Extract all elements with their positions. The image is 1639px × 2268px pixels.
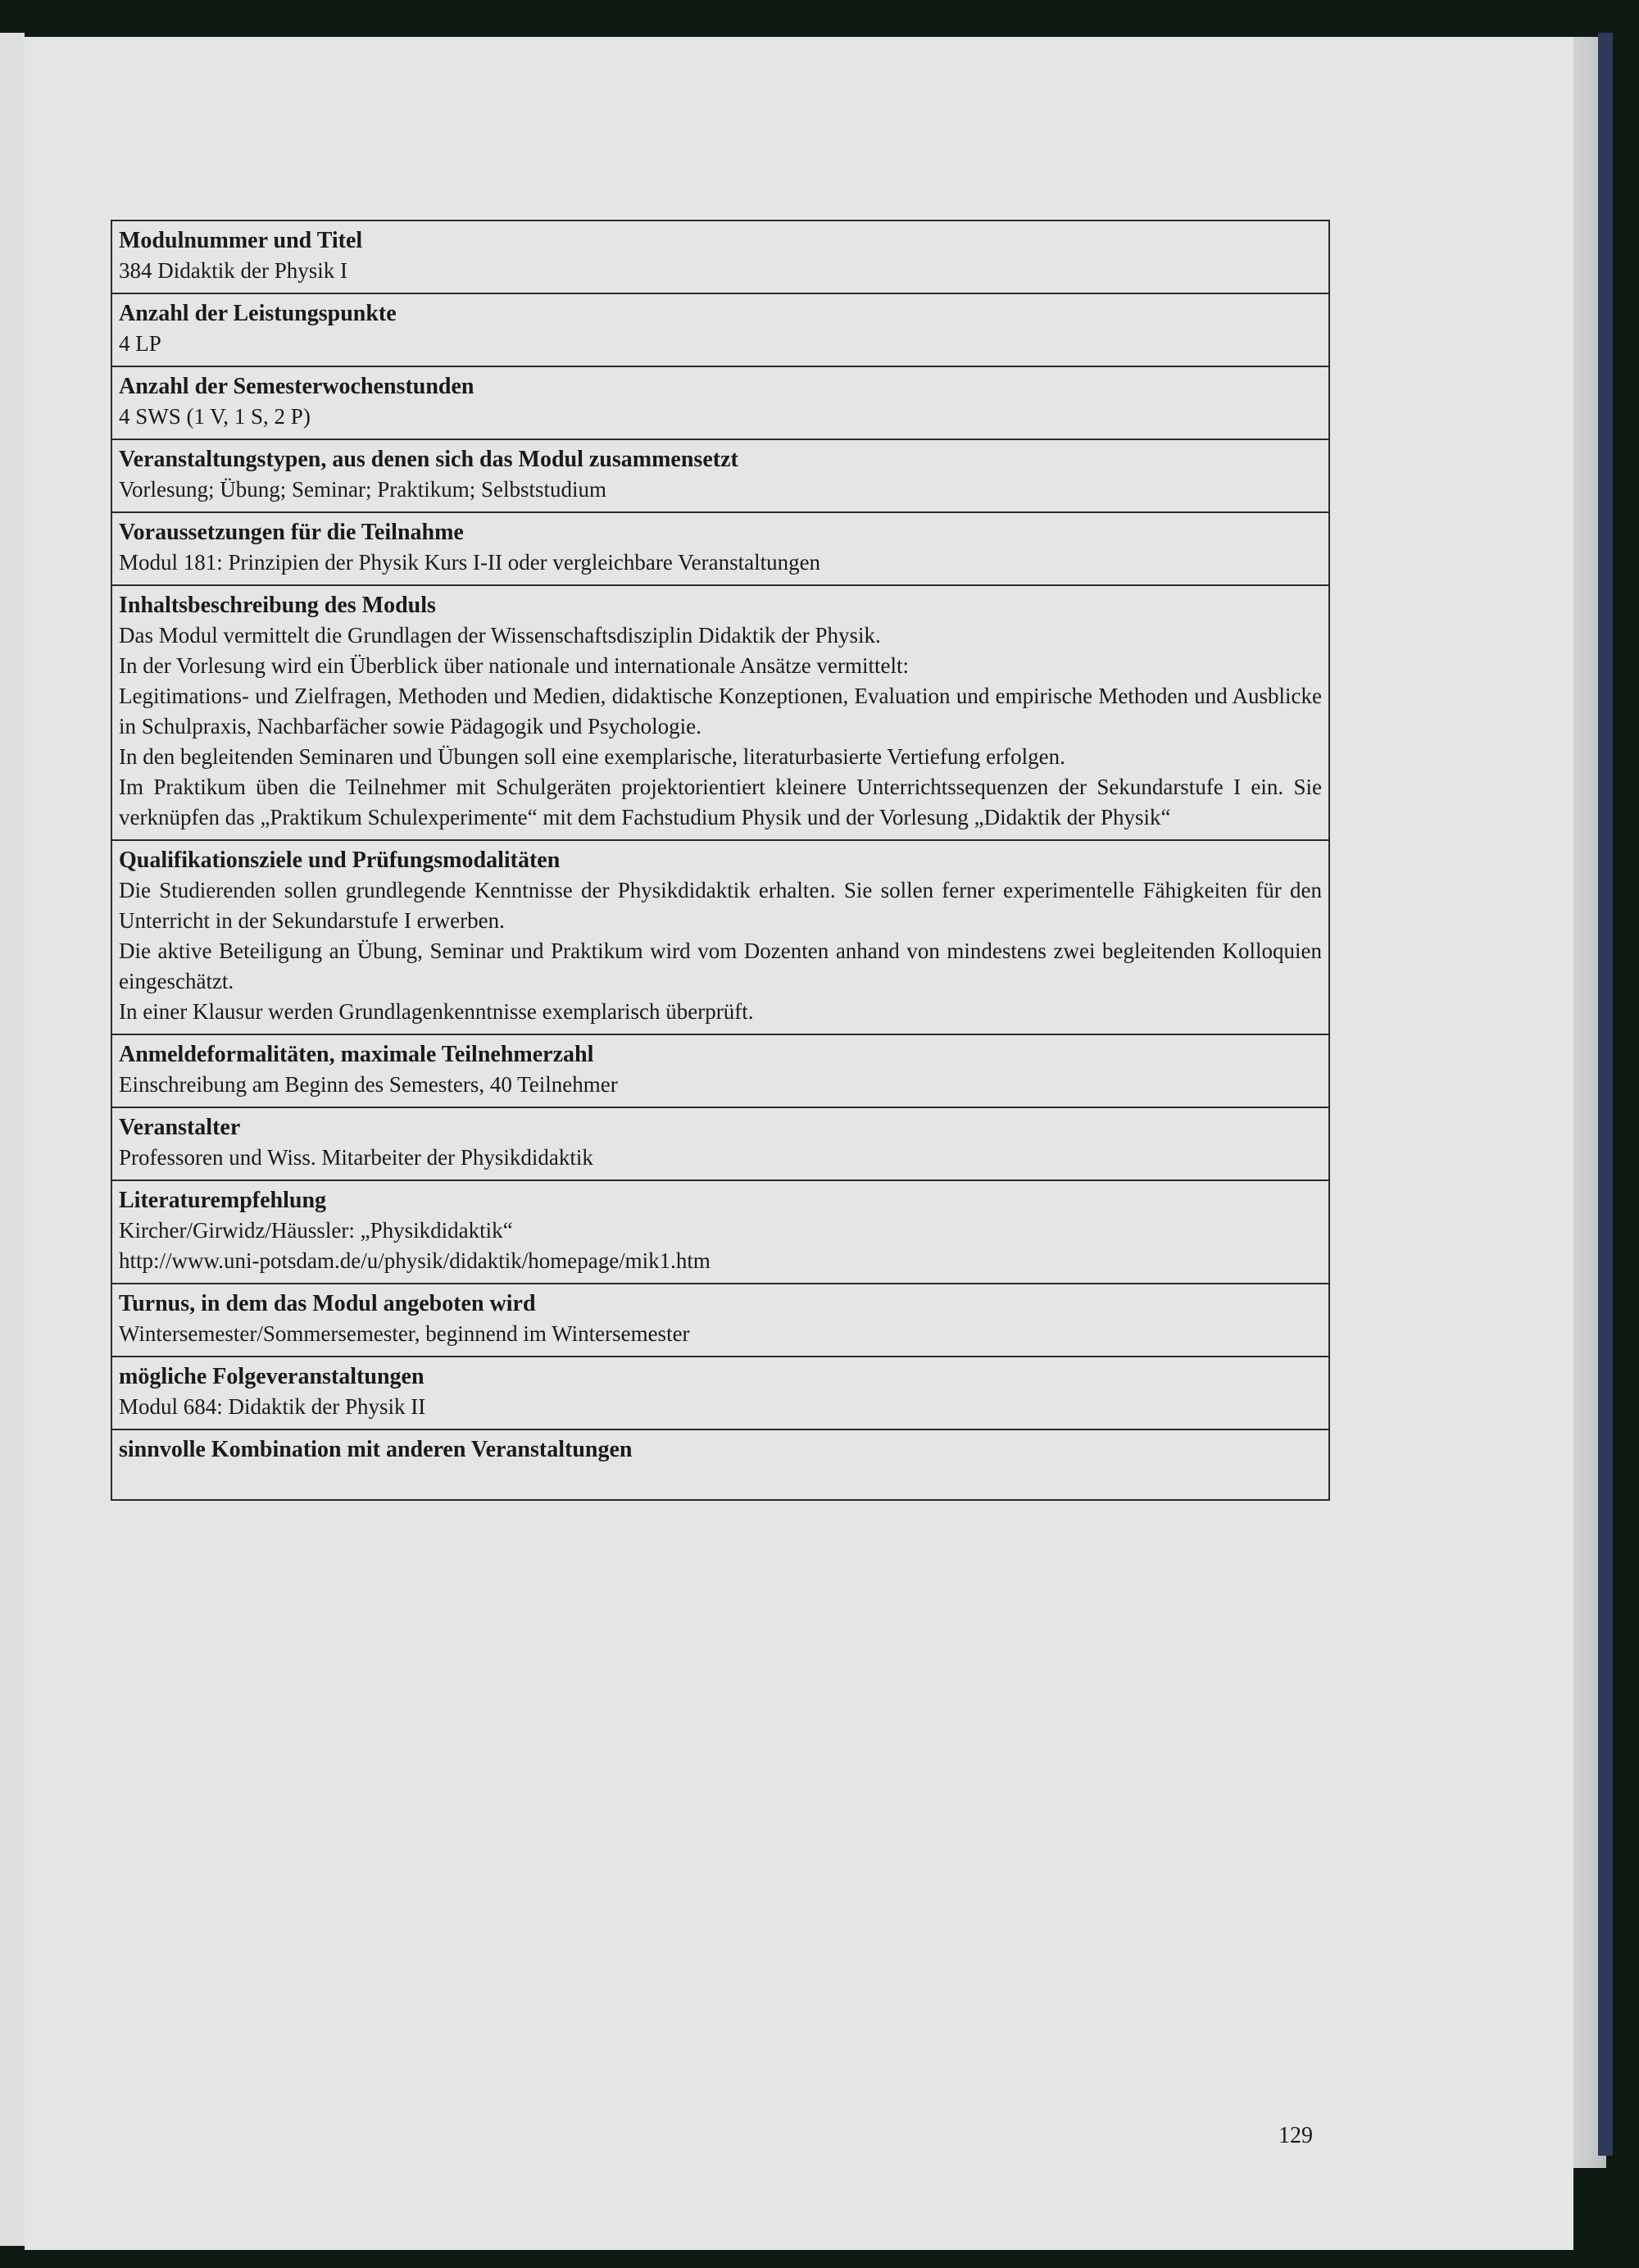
content-line: Vorlesung; Übung; Seminar; Praktikum; Selbststudium (119, 477, 607, 502)
row-content (119, 620, 1322, 833)
row-label: Voraussetzungen für die Teilnahme (119, 520, 464, 545)
row-label: Inhaltsbeschreibung des Moduls (119, 593, 436, 618)
content-line: Legitimations- und Zielfragen, Methoden und Medien, didaktische Konzeptionen, Evaluation und empirische Methoden und Ausblicke in Schulpraxis, Nachbarfächer sowie Pädagogik und Psychologie. (119, 684, 1322, 739)
row-label: sinnvolle Kombination mit anderen Veranstaltungen (119, 1437, 633, 1462)
content-line: Im Praktikum üben die Teilnehmer mit Schulgeräten projektorientiert kleinere Unterrichtssequenzen der Sekundarstufe I ein. Sie verknüpfen das „Praktikum Schulexperimente“ mit dem Fachstudium Physik und der Vorlesung „Didaktik der Physik“ (119, 775, 1322, 829)
row-content (119, 548, 1322, 578)
row-organizer (112, 1108, 1328, 1181)
page-number: 129 (1278, 2123, 1313, 2148)
content-line: Modul 181: Prinzipien der Physik Kurs I-II oder vergleichbare Veranstaltungen (119, 550, 821, 575)
row-content (119, 1319, 1322, 1349)
content-line: Das Modul vermittelt die Grundlagen der Wissenschaftsdisziplin Didaktik der Physik. (119, 623, 881, 648)
row-follow-up-courses (112, 1357, 1328, 1430)
row-module-title (112, 221, 1328, 294)
row-content (119, 256, 1322, 286)
content-line: 384 Didaktik der Physik I (119, 258, 347, 283)
content-line: http://www.uni-potsdam.de/u/physik/didaktik/homepage/mik1.htm (119, 1248, 711, 1273)
row-content (119, 875, 1322, 1027)
row-qualification-goals (112, 841, 1328, 1035)
content-line: Einschreibung am Beginn des Semesters, 40 Teilnehmer (119, 1072, 618, 1097)
content-line: In einer Klausur werden Grundlagenkenntnisse exemplarisch überprüft. (119, 999, 754, 1024)
content-line: Kircher/Girwidz/Häussler: „Physikdidaktik“ (119, 1218, 513, 1243)
row-content (119, 475, 1322, 505)
content-line: 4 LP (119, 331, 161, 356)
content-line: In den begleitenden Seminaren und Übungen soll eine exemplarische, literaturbasierte Vertiefung erfolgen. (119, 744, 1065, 769)
adjacent-page-edge (0, 33, 25, 2246)
row-content (119, 1392, 1322, 1422)
row-label: Turnus, in dem das Modul angeboten wird (119, 1291, 536, 1316)
book-cover-edge (1598, 33, 1613, 2156)
row-content (119, 1143, 1322, 1173)
row-label: Literaturempfehlung (119, 1188, 327, 1213)
row-label: Veranstaltungstypen, aus denen sich das Modul zusammensetzt (119, 447, 738, 472)
row-content-empty (119, 1465, 1322, 1493)
row-combinations (112, 1430, 1328, 1499)
row-prerequisites (112, 513, 1328, 586)
row-literature (112, 1181, 1328, 1284)
row-content (119, 1070, 1322, 1100)
row-label: mögliche Folgeveranstaltungen (119, 1364, 425, 1389)
row-content (119, 402, 1322, 432)
content-line: Die Studierenden sollen grundlegende Kenntnisse der Physikdidaktik erhalten. Sie sollen ferner experimentelle Fähigkeiten für den Unterricht in der Sekundarstufe I erwerben. (119, 878, 1322, 933)
content-line: Wintersemester/Sommersemester, beginnend im Wintersemester (119, 1321, 690, 1346)
row-label: Anzahl der Semesterwochenstunden (119, 374, 474, 399)
row-content (119, 329, 1322, 359)
row-label: Qualifikationsziele und Prüfungsmodalitäten (119, 848, 561, 873)
row-rotation (112, 1284, 1328, 1357)
row-label: Modulnummer und Titel (119, 228, 363, 253)
row-registration (112, 1035, 1328, 1108)
row-content (119, 1216, 1322, 1276)
row-label: Anzahl der Leistungspunkte (119, 301, 397, 326)
row-course-types (112, 440, 1328, 513)
row-content-description (112, 586, 1328, 841)
content-line: Professoren und Wiss. Mitarbeiter der Physikdidaktik (119, 1145, 593, 1170)
content-line: Die aktive Beteiligung an Übung, Seminar und Praktikum wird vom Dozenten anhand von mindestens zwei begleitenden Kolloquien eingeschätzt. (119, 939, 1322, 993)
row-credit-points (112, 294, 1328, 367)
content-line: In der Vorlesung wird ein Überblick über nationale und internationale Ansätze vermittelt: (119, 653, 909, 678)
row-label: Anmeldeformalitäten, maximale Teilnehmerzahl (119, 1042, 594, 1067)
row-label: Veranstalter (119, 1115, 241, 1140)
content-line: 4 SWS (1 V, 1 S, 2 P) (119, 404, 311, 429)
content-line: Modul 684: Didaktik der Physik II (119, 1394, 426, 1419)
module-description-table (111, 220, 1330, 1501)
row-weekly-hours (112, 367, 1328, 440)
